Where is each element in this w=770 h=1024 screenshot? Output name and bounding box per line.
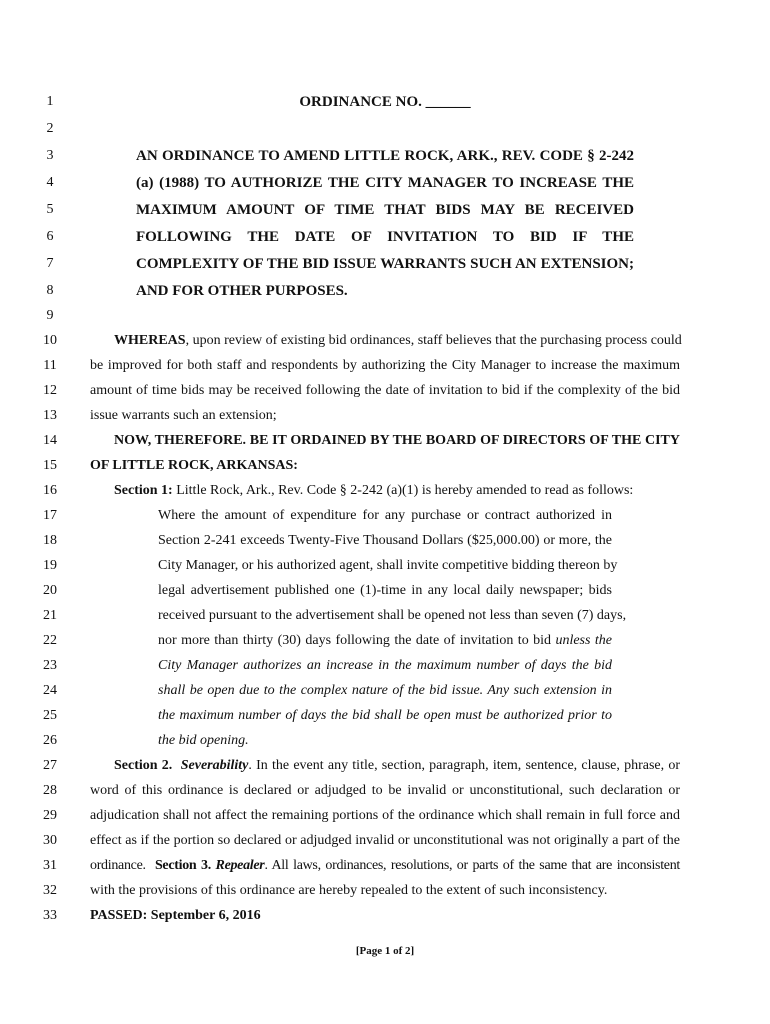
line-number: 12 xyxy=(43,383,57,398)
section-1-text: Little Rock, Ark., Rev. Code § 2-242 (a)(1) is hereby amended to read as follows: xyxy=(172,483,634,498)
section-3-lead: Section 3. xyxy=(154,858,211,873)
line-number: 3 xyxy=(46,148,54,163)
ordinance-heading: ORDINANCE NO. ______ xyxy=(299,94,471,110)
line-number: 1 xyxy=(46,94,54,109)
whereas-line-4: issue warrants such an extension; xyxy=(90,408,277,423)
title-line-5: COMPLEXITY OF THE BID ISSUE WARRANTS SUCH AN EXTENSION; xyxy=(136,256,634,272)
section-3-text: . All laws, ordinances, resolutions, or parts of the same that are inconsistent xyxy=(264,858,680,873)
section-2-line-6: with the provisions of this ordinance are hereby repealed to the extent of such inconsistency. xyxy=(90,883,608,898)
quote-italic-line-2: shall be open due to the complex nature of the bid issue. Any such extension in xyxy=(158,683,612,698)
line-number: 26 xyxy=(43,733,57,748)
quote-line-3: City Manager, or his authorized agent, shall invite competitive bidding thereon by xyxy=(158,558,618,573)
line-number: 4 xyxy=(46,175,54,190)
line-number: 18 xyxy=(43,533,57,548)
section-2-line-1 xyxy=(114,758,680,774)
line-number: 33 xyxy=(43,908,57,923)
page-footer: [Page 1 of 2] xyxy=(355,945,415,957)
line-number: 29 xyxy=(43,808,57,823)
line-number: 7 xyxy=(46,256,54,271)
now-therefore-line-1: NOW, THEREFORE. BE IT ORDAINED BY THE BOARD OF DIRECTORS OF THE CITY xyxy=(114,433,680,448)
passed-date: PASSED: September 6, 2016 xyxy=(90,908,261,923)
line-number: 11 xyxy=(43,358,57,373)
line-number: 13 xyxy=(43,408,57,423)
section-2-line-5 xyxy=(90,858,680,874)
line-number: 10 xyxy=(43,333,57,348)
whereas-lead: WHEREAS xyxy=(114,333,186,348)
section-2-text-5: ordinance. xyxy=(90,858,146,873)
title-line-6: AND FOR OTHER PURPOSES. xyxy=(136,283,348,299)
quote-line-6 xyxy=(158,633,612,649)
line-number: 21 xyxy=(43,608,57,623)
section-2-line-4: effect as if the portion so declared or adjudged invalid or unconstitutional was not originally a part of the xyxy=(90,833,680,848)
line-number: 22 xyxy=(43,633,57,648)
section-3-name: Repealer xyxy=(215,858,265,873)
line-number: 14 xyxy=(43,433,57,448)
line-number: 9 xyxy=(46,308,54,323)
line-number: 32 xyxy=(43,883,57,898)
title-line-3: MAXIMUM AMOUNT OF TIME THAT BIDS MAY BE RECEIVED xyxy=(136,202,634,218)
title-line-2: (a) (1988) TO AUTHORIZE THE CITY MANAGER TO INCREASE THE xyxy=(136,175,634,191)
quote-italic-line-1: City Manager authorizes an increase in the maximum number of days the bid xyxy=(158,658,612,673)
quote-line-2: Section 2-241 exceeds Twenty-Five Thousand Dollars ($25,000.00) or more, the xyxy=(158,533,612,548)
quote-line-5: received pursuant to the advertisement shall be opened not less than seven (7) days, xyxy=(158,608,627,623)
line-number: 25 xyxy=(43,708,57,723)
line-number: 30 xyxy=(43,833,57,848)
title-line-4: FOLLOWING THE DATE OF INVITATION TO BID IF THE xyxy=(136,229,634,245)
section-2-line-2: word of this ordinance is declared or adjudged to be invalid or unconstitutional, such declaration or xyxy=(90,783,680,798)
line-number: 2 xyxy=(46,121,54,136)
line-number: 8 xyxy=(46,283,54,298)
quote-line-6-italic: unless the xyxy=(555,633,612,648)
section-2-text-1: . In the event any title, section, paragraph, item, sentence, clause, phrase, or xyxy=(248,758,680,773)
section-1-line xyxy=(114,483,633,499)
quote-line-4: legal advertisement published one (1)-time in any local daily newspaper; bids xyxy=(158,583,612,598)
now-therefore-line-2: OF LITTLE ROCK, ARKANSAS: xyxy=(90,458,298,473)
quote-italic-line-3: the maximum number of days the bid shall be open must be authorized prior to xyxy=(158,708,612,723)
whereas-line-3: amount of time bids may be received following the date of invitation to bid if the complexity of the bid xyxy=(90,383,680,398)
line-number: 24 xyxy=(43,683,57,698)
quote-italic-line-4: the bid opening. xyxy=(158,733,249,748)
line-number: 19 xyxy=(43,558,57,573)
line-number: 28 xyxy=(43,783,57,798)
line-number: 5 xyxy=(46,202,54,217)
line-number: 16 xyxy=(43,483,57,498)
section-2-line-3: adjudication shall not affect the remaining portions of the ordinance which shall remain in full force and xyxy=(90,808,680,823)
line-number: 15 xyxy=(43,458,57,473)
whereas-text-1: , upon review of existing bid ordinances, staff believes that the purchasing process could xyxy=(185,333,682,348)
line-number: 6 xyxy=(46,229,54,244)
section-2-lead: Section 2. xyxy=(114,758,173,773)
title-line-1: AN ORDINANCE TO AMEND LITTLE ROCK, ARK., REV. CODE § 2-242 xyxy=(136,148,634,164)
whereas-line-2: be improved for both staff and respondents by authorizing the City Manager to increase the maximum xyxy=(90,358,680,373)
line-number: 17 xyxy=(43,508,57,523)
quote-line-6-plain: nor more than thirty (30) days following the date of invitation to bid xyxy=(158,633,556,648)
line-number: 23 xyxy=(43,658,57,673)
line-number: 20 xyxy=(43,583,57,598)
line-number: 27 xyxy=(43,758,57,773)
section-1-lead: Section 1: xyxy=(114,483,173,498)
section-2-name: Severability xyxy=(180,758,249,773)
line-number: 31 xyxy=(43,858,57,873)
quote-line-1: Where the amount of expenditure for any purchase or contract authorized in xyxy=(158,508,612,523)
whereas-line-1 xyxy=(114,333,680,349)
